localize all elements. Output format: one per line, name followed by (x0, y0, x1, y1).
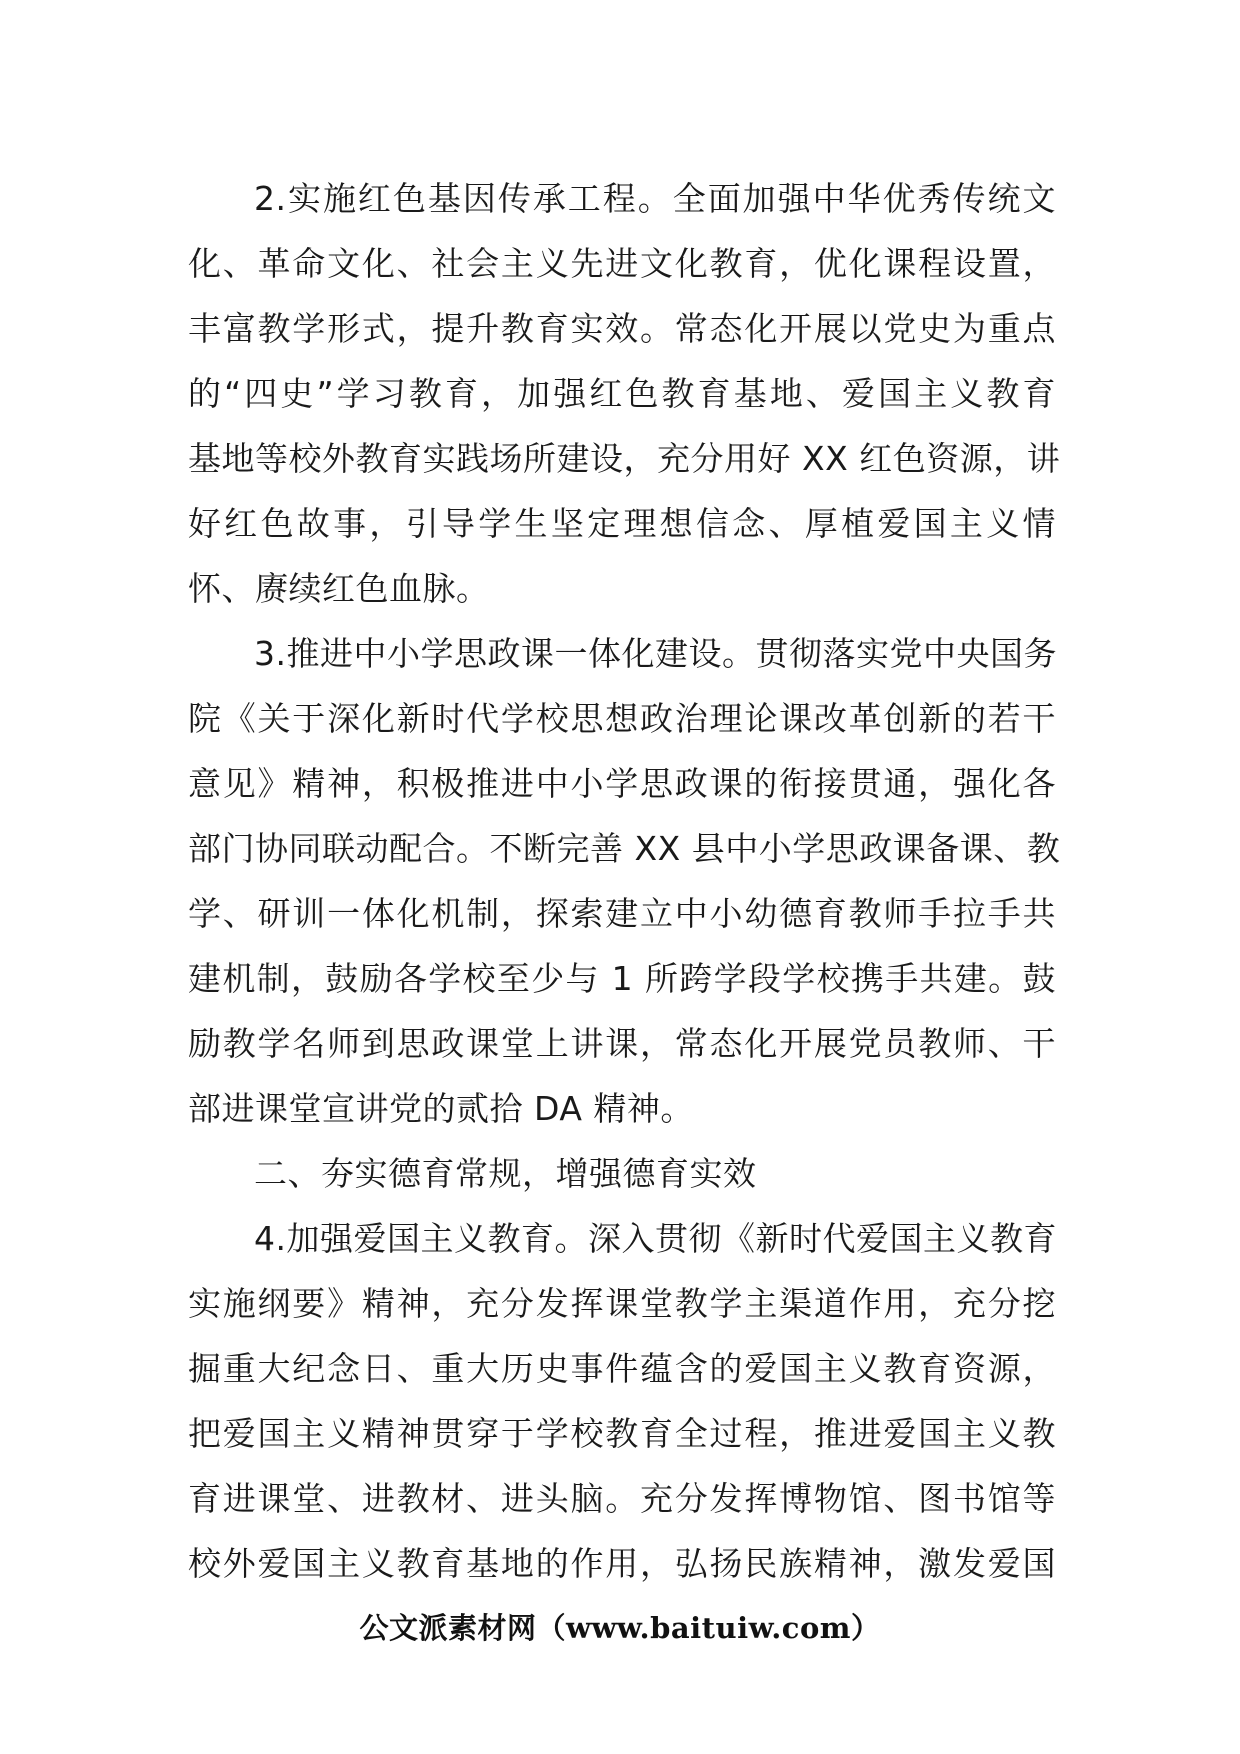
text-line: 把爱国主义精神贯穿于学校教育全过程，推进爱国主义教 (188, 1414, 1056, 1453)
text-line: 的“四史”学习教育，加强红色教育基地、爱国主义教育 (188, 374, 1056, 413)
text-line: 学、研训一体化机制，探索建立中小幼德育教师手拉手共 (188, 894, 1056, 933)
text-line: 校外爱国主义教育基地的作用，弘扬民族精神，激发爱国 (188, 1544, 1056, 1583)
text-line: 掘重大纪念日、重大历史事件蕴含的爱国主义教育资源， (188, 1349, 1056, 1388)
text-line: 化、革命文化、社会主义先进文化教育，优化课程设置， (188, 244, 1056, 283)
text-line: 基地等校外教育实践场所建设，充分用好 XX 红色资源，讲 (188, 439, 1061, 478)
page-footer: 公文派素材网（www.baituiw.com） (359, 1611, 881, 1645)
text-line: 院《关于深化新时代学校思想政治理论课改革创新的若干 (188, 699, 1056, 738)
text-line: 实施纲要》精神，充分发挥课堂教学主渠道作用，充分挖 (188, 1284, 1056, 1323)
text-line: 4.加强爱国主义教育。深入贯彻《新时代爱国主义教育 (254, 1219, 1057, 1258)
text-line: 部进课堂宣讲党的贰拾 DA 精神。 (188, 1089, 694, 1128)
text-line: 好红色故事，引导学生坚定理想信念、厚植爱国主义情 (188, 504, 1056, 543)
section-heading: 二、夯实德育常规，增强德育实效 (254, 1154, 757, 1193)
text-line: 励教学名师到思政课堂上讲课，常态化开展党员教师、干 (188, 1024, 1056, 1063)
text-line: 建机制，鼓励各学校至少与 1 所跨学段学校携手共建。鼓 (188, 959, 1056, 998)
text-line: 意见》精神，积极推进中小学思政课的衔接贯通，强化各 (188, 764, 1056, 803)
text-line: 2.实施红色基因传承工程。全面加强中华优秀传统文 (254, 179, 1056, 218)
text-line: 3.推进中小学思政课一体化建设。贯彻落实党中央国务 (254, 634, 1057, 673)
text-line: 育进课堂、进教材、进头脑。充分发挥博物馆、图书馆等 (188, 1479, 1056, 1518)
text-line: 部门协同联动配合。不断完善 XX 县中小学思政课备课、教 (188, 829, 1061, 868)
text-line: 怀、赓续红色血脉。 (188, 569, 490, 608)
text-line: 丰富教学形式，提升教育实效。常态化开展以党史为重点 (188, 309, 1056, 348)
document-body (188, 166, 1061, 1596)
